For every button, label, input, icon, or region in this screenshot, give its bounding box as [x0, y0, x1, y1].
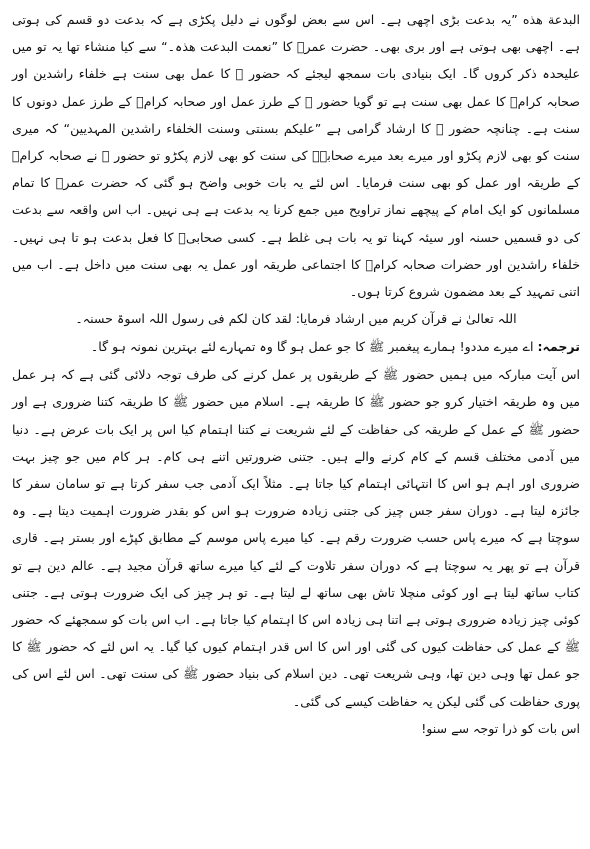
- translation-text: اے میرے مددو! ہمارے پیغمبر ﷺ کا جو عمل ہو گا وہ تمہارے لئے بہترین نمونہ ہو گا۔: [90, 339, 534, 355]
- paragraph-main: اس آیت مبارکہ میں ہمیں حضور ﷺ کے طریقوں پر عمل کرنے کی طرف توجہ دلائی گئی ہے کہ ہر عمل میں وہ طریقہ اختیار کرو جو حضور ﷺ کا طریقہ ہے۔ اسلام میں حضور ﷺ کا طریقہ کتنا ضروری ہے اور حضور ﷺ کے عمل کے طریقہ کی حفاظت کے لئے شریعت نے کتنا اہتمام کیا اس پر ایک بات عرض ہے۔ دنیا میں آدمی مختلف قسم کے کام کرنے والے ہیں۔ جتنی ضرورتیں اتنے ہی کام۔ ہر کام میں جو چیز بہت ضروری اور اہم ہو اس کا انتہائی اہتمام کیا جاتا ہے۔ مثلاً ایک آدمی جب سفر کرتا ہے تو سامان سفر کا جائزہ لیتا ہے۔ دوران سفر جس چیز کی جتنی زیادہ ضرورت ہو اس کو بقدر ضرورت اہمیت دیتا ہے۔ وہ سوچتا ہے کہ میرے پاس حسب ضرورت رقم ہے۔ کیا میرے پاس موسم کے مطابق کپڑے اور بستر ہے۔ قاری قرآن ہے تو پھر یہ سوچتا ہے کہ دوران سفر تلاوت کے لئے کیا میرے ساتھ قرآن مجید ہے۔ عالم دین ہے تو کتاب ساتھ لیتا ہے اور کوئی منچلا تاش بھی ساتھ لے لیتا ہے۔ تو ہر چیز کی ایک ضرورت ہوتی ہے۔ جتنی کوئی چیز زیادہ ضروری ہوتی ہے اتنا ہی زیادہ اس کا اہتمام کیا جاتا ہے۔ اب اس بات کو سمجھئے کہ حضور ﷺ کے عمل کی حفاظت کیوں کی گئی اور اس کا اس قدر اہتمام کیوں کیا گیا۔ یہ اس لئے کہ حضور ﷺ کا جو عمل تھا وہی دین تھا، وہی شریعت تھی۔ دین اسلام کی بنیاد حضور ﷺ کی سنت تھی۔ اس لئے اس کی پوری حفاظت کی گئی لیکن یہ حفاظت کیسے کی گئی۔: [12, 367, 580, 709]
- paragraph-intro: البدعة هذه ”یہ بدعت بڑی اچھی ہے۔ اس سے بعض لوگوں نے دلیل پکڑی ہے کہ بدعت دو قسم کی ہوتی ہے۔ اچھی بھی ہوتی ہے اور بری بھی۔ حضرت عمرؓ کا ”نعمت البدعت ھذہ۔“ سے کیا منشاء تھا یہ تو میں علیحدہ ذکر کروں گا۔ ایک بنیادی بات سمجھ لیجئے کہ حضور ﷺ کا عمل بھی سنت ہے خلفاء راشدین اور صحابہ کرامؓ کا عمل بھی سنت ہے تو گویا حضور ﷺ کے طرز عمل اور صحابہ کرامؓ کے طرز عمل دونوں کا سنت ہے۔ چنانچہ حضور ﷺ کا ارشاد گرامی ہے ”علیکم بسنتی وسنت الخلفاء راشدین المہدیین“ کہ میری سنت کو بھی لازم پکڑو اور میرے بعد میرے صحابہؓ کی سنت کو بھی لازم پکڑو تو حضور ﷺ نے صحابہ کرامؓ کے طریقہ اور عمل کو بھی سنت فرمایا۔ اس لئے یہ بات خوبی واضح ہو گئی کہ حضرت عمرؓ کا تمام مسلمانوں کو ایک امام کے پیچھے نماز تراویح میں جمع کرنا یہ بدعت ہے ہی نہیں۔ اب اس واقعہ سے بدعت کی دو قسمیں حسنہ اور سیئہ کہنا تو یہ بات ہی غلط ہے۔ کسی صحابیؓ کا فعل بدعت ہو تا ہی نہیں۔ خلفاء راشدین اور حضرات صحابہ کرامؓ کا اجتماعی طریقہ اور عمل یہ بھی سنت میں داخل ہے۔ اب میں اتنی تمہید کے بعد مضمون شروع کرتا ہوں۔: [12, 12, 580, 300]
- translation-label: ترجمہ:: [537, 339, 580, 355]
- verse-intro: اللہ تعالیٰ نے قرآن کریم میں ارشاد فرمایا:: [295, 311, 517, 327]
- quran-verse-line: [12, 305, 580, 333]
- verse-arabic: لقد کان لکم فی رسول اللہ اسوۃ حسنہ۔: [75, 311, 292, 327]
- verse-translation: [12, 333, 580, 361]
- closing-line: اس بات کو ذرا توجہ سے سنو!: [421, 720, 580, 736]
